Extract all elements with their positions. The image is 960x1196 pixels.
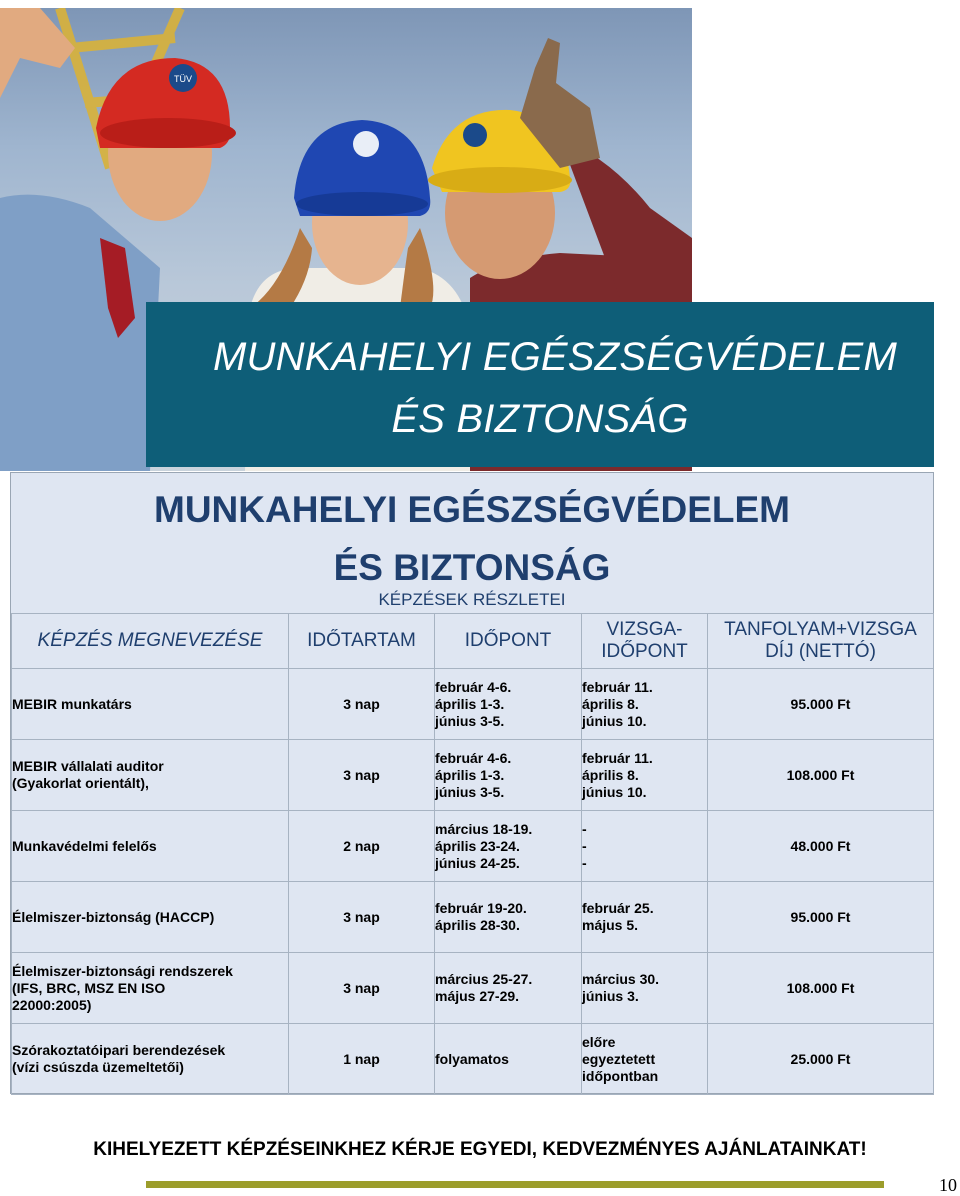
exam-dates — [582, 669, 708, 740]
header-exam — [582, 614, 708, 669]
offer-note: KIHELYEZETT KÉPZÉSEINKHEZ KÉRJE EGYEDI, KEDVEZMÉNYES AJÁNLATAINKAT! — [93, 1139, 867, 1160]
exam-dates-line: április 8. — [582, 695, 639, 712]
panel-subtitle: KÉPZÉSEK RÉSZLETEI — [378, 590, 566, 609]
exam-dates-line: - — [582, 820, 587, 837]
course-fee: 95.000 Ft — [708, 882, 934, 953]
course-dates-line: február 19-20. — [435, 900, 527, 916]
header-dates: IDŐPONT — [435, 614, 582, 669]
exam-dates-line: február 11. — [582, 749, 653, 766]
header-duration: IDŐTARTAM — [289, 614, 435, 669]
course-dates-line: április 23-24. — [435, 837, 520, 854]
course-dates — [435, 953, 582, 1024]
header-fee — [708, 614, 934, 669]
header-fee-line2: DÍJ (NETTÓ) — [765, 641, 876, 662]
course-dates-line: február 4-6. — [435, 749, 512, 766]
course-fee: 48.000 Ft — [708, 811, 934, 882]
course-name — [12, 882, 289, 953]
course-fee: 108.000 Ft — [708, 740, 934, 811]
course-dates — [435, 740, 582, 811]
course-dates — [435, 882, 582, 953]
header-exam-line2: IDŐPONT — [601, 641, 688, 662]
table-row — [12, 669, 934, 740]
course-name-line: (vízi csúszda üzemeltetői) — [12, 1059, 184, 1075]
course-name-line: Szórakoztatóipari berendezések — [12, 1042, 226, 1058]
table-header-row — [12, 614, 934, 669]
exam-dates-line: február 25. — [582, 900, 654, 916]
exam-dates-line: előre — [582, 1033, 616, 1050]
exam-dates-line: - — [582, 837, 587, 854]
course-name — [12, 669, 289, 740]
exam-dates-line: június 10. — [582, 712, 647, 729]
exam-dates-line: egyeztetett — [582, 1050, 656, 1067]
header-fee-line1: TANFOLYAM+VIZSGA — [724, 619, 917, 640]
course-name — [12, 1024, 289, 1095]
course-dates — [435, 1024, 582, 1095]
course-dates — [435, 811, 582, 882]
exam-dates — [582, 811, 708, 882]
course-name-line: Élelmiszer-biztonsági rendszerek — [12, 962, 233, 979]
course-name-line: MEBIR munkatárs — [12, 695, 132, 712]
course-duration: 3 nap — [289, 740, 435, 811]
exam-dates — [582, 953, 708, 1024]
course-fee: 95.000 Ft — [708, 669, 934, 740]
course-dates-line: március 25-27. — [435, 971, 533, 987]
exam-dates — [582, 740, 708, 811]
course-dates-line: június 24-25. — [435, 854, 520, 871]
table-row — [12, 811, 934, 882]
course-duration: 3 nap — [289, 953, 435, 1024]
course-name-line: Munkavédelmi felelős — [12, 837, 157, 854]
header-name: KÉPZÉS MEGNEVEZÉSE — [12, 614, 289, 669]
course-duration: 2 nap — [289, 811, 435, 882]
banner-title-line2: ÉS BIZTONSÁG — [391, 397, 689, 441]
course-fee: 25.000 Ft — [708, 1024, 934, 1095]
helmet-logo: TÜV — [174, 74, 192, 84]
course-dates-line: június 3-5. — [435, 783, 505, 800]
exam-dates — [582, 1024, 708, 1095]
courses-panel — [10, 472, 934, 1094]
exam-dates-line: február 11. — [582, 678, 653, 695]
exam-dates-line: március 30. — [582, 971, 660, 987]
course-dates-line: március 18-19. — [435, 820, 533, 837]
course-name-line: 22000:2005) — [12, 996, 92, 1013]
course-duration: 1 nap — [289, 1024, 435, 1095]
course-dates-line: április 28-30. — [435, 917, 520, 933]
course-dates-line: április 1-3. — [435, 766, 505, 783]
footer-rule — [146, 1181, 884, 1188]
course-duration: 3 nap — [289, 669, 435, 740]
exam-dates-line: április 8. — [582, 766, 639, 783]
course-dates-line: április 1-3. — [435, 695, 505, 712]
course-duration: 3 nap — [289, 882, 435, 953]
exam-dates-line: június 3. — [582, 988, 639, 1004]
course-dates-line: február 4-6. — [435, 678, 512, 695]
exam-dates-line: - — [582, 854, 587, 871]
course-name — [12, 811, 289, 882]
course-name-line: MEBIR vállalati auditor — [12, 758, 164, 774]
exam-dates-line: május 5. — [582, 917, 639, 933]
panel-title-line1: MUNKAHELYI EGÉSZSÉGVÉDELEM — [154, 489, 790, 530]
panel-title-line2: ÉS BIZTONSÁG — [333, 547, 611, 588]
exam-dates-line: időpontban — [582, 1067, 659, 1084]
exam-dates — [582, 882, 708, 953]
course-dates-line: május 27-29. — [435, 988, 520, 1004]
table-row — [12, 882, 934, 953]
course-dates — [435, 669, 582, 740]
course-name-line: (IFS, BRC, MSZ EN ISO — [12, 979, 166, 996]
table-row — [12, 740, 934, 811]
table-row — [12, 1024, 934, 1095]
page-number: 10 — [939, 1175, 957, 1195]
course-dates-line: folyamatos — [435, 1050, 509, 1067]
header-exam-line1: VIZSGA- — [606, 619, 683, 640]
course-dates-line: június 3-5. — [435, 712, 505, 729]
table-row — [12, 953, 934, 1024]
course-name — [12, 953, 289, 1024]
course-fee: 108.000 Ft — [708, 953, 934, 1024]
banner-title-line1: MUNKAHELYI EGÉSZSÉGVÉDELEM — [213, 335, 897, 379]
course-name-line: (Gyakorlat orientált), — [12, 775, 149, 791]
course-name — [12, 740, 289, 811]
exam-dates-line: június 10. — [582, 783, 647, 800]
title-banner — [146, 302, 934, 467]
courses-table — [11, 613, 934, 1095]
course-name-line: Élelmiszer-biztonság (HACCP) — [12, 908, 215, 925]
